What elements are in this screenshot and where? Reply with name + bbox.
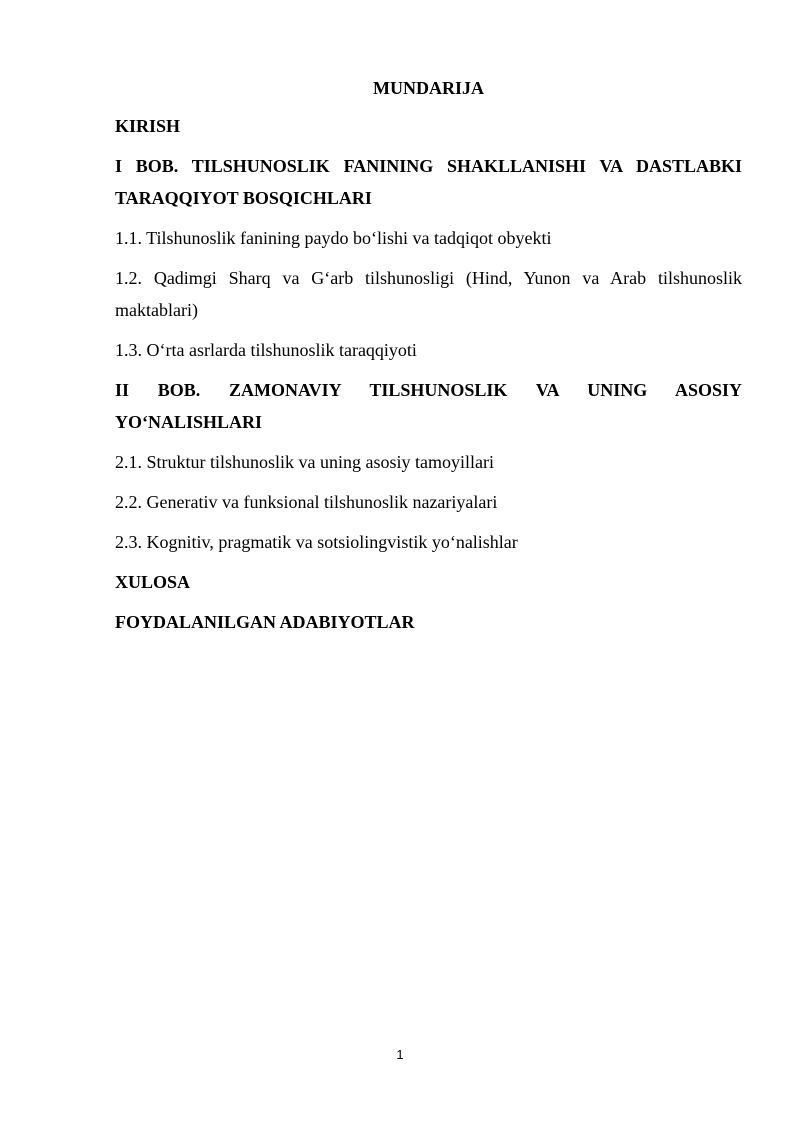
page-title: MUNDARIJA — [373, 78, 484, 98]
toc-entry-conclusion: XULOSA — [115, 572, 191, 592]
page-number: 1 — [396, 1047, 404, 1062]
toc-entry-section-2-3: 2.3. Kognitiv, pragmatik va sotsiolingvistik yo‘nalishlar — [115, 532, 518, 552]
toc-entry-section-1-3: 1.3. O‘rta asrlarda tilshunoslik taraqqiyoti — [115, 340, 417, 360]
toc-entry-section-1-1: 1.1. Tilshunoslik fanining paydo bo‘lishi va tadqiqot obyekti — [115, 228, 552, 248]
toc-entry-section-1-2: 1.2. Qadimgi Sharq va G‘arb tilshunosligi (Hind, Yunon va Arab tilshunoslik maktablari) — [115, 268, 742, 320]
toc-entry-chapter-1: I BOB. TILSHUNOSLIK FANINING SHAKLLANISHI VA DASTLABKI TARAQQIYOT BOSQICHLARI — [115, 156, 742, 208]
toc-entry-references: FOYDALANILGAN ADABIYOTLAR — [115, 612, 415, 632]
toc-entry-chapter-2: II BOB. ZAMONAVIY TILSHUNOSLIK VA UNING ASOSIY YO‘NALISHLARI — [115, 380, 742, 432]
toc-entry-section-2-2: 2.2. Generativ va funksional tilshunoslik nazariyalari — [115, 492, 498, 512]
toc-entry-introduction: KIRISH — [115, 116, 181, 136]
toc-entry-section-2-1: 2.1. Struktur tilshunoslik va uning asosiy tamoyillari — [115, 452, 494, 472]
table-of-contents — [115, 74, 742, 646]
